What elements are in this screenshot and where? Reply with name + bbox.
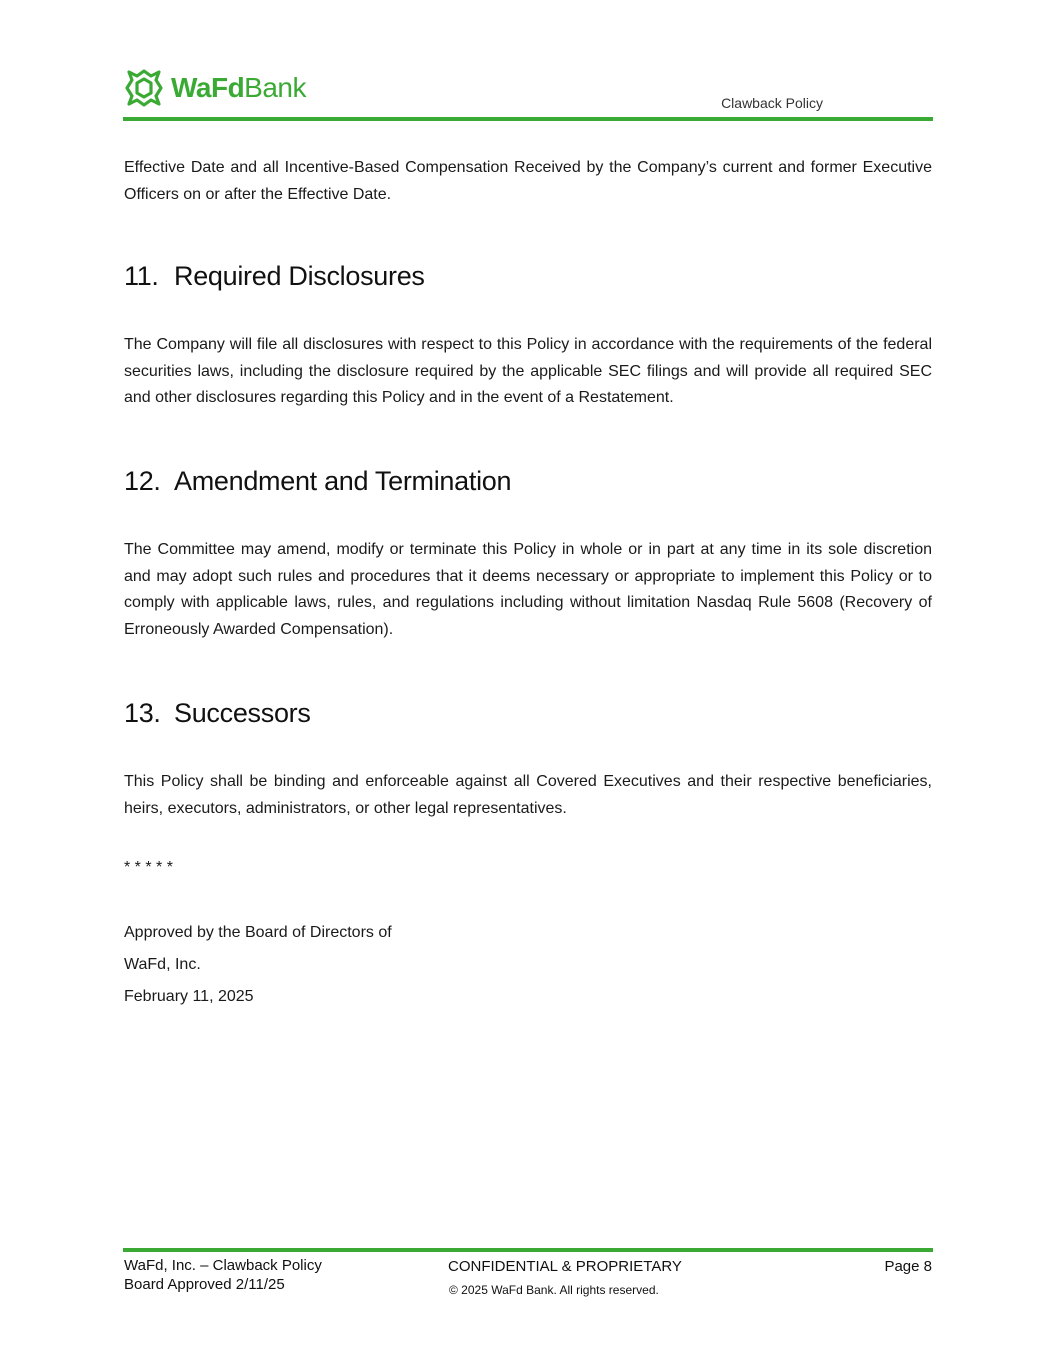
section-12-text: The Committee may amend, modify or terminate this Policy in whole or in part at any time in its sole discretion and may adopt such rules and procedures that it deems necessary or appropriate to implement this Policy or to comply with applicable laws, rules, and regulations including without limitation Nasdaq Rule 5608 (Recovery of Erroneously Awarded Compensation).	[124, 541, 932, 638]
section-number: 12.	[124, 466, 161, 496]
footer-divider	[123, 1248, 933, 1252]
footer-page-number: Page 8	[884, 1258, 932, 1275]
wafd-bank-logo	[123, 66, 306, 110]
section-title: Amendment and Termination	[174, 466, 512, 496]
approval-line-1: Approved by the Board of Directors of	[124, 924, 392, 941]
header-divider	[123, 117, 933, 121]
approval-line-2: WaFd, Inc.	[124, 956, 201, 973]
section-title: Required Disclosures	[174, 261, 425, 291]
section-title: Successors	[174, 698, 311, 728]
footer-policy-name: WaFd, Inc. – Clawback Policy	[124, 1257, 322, 1274]
section-13-text: This Policy shall be binding and enforceable against all Covered Executives and their respective beneficiaries, heirs, executors, administrators, or other legal representatives.	[124, 773, 932, 817]
footer-approval: Board Approved 2/11/25	[124, 1276, 285, 1293]
approval-date: February 11, 2025	[124, 988, 254, 1005]
section-11-text: The Company will file all disclosures with respect to this Policy in accordance with the requirements of the federal securities laws, including the disclosure required by the applicable SEC filings and will provide all required SEC and other disclosures regarding this Policy and in the event of a Restatement.	[124, 336, 932, 406]
header-document-title: Clawback Policy	[721, 95, 823, 111]
section-heading-13	[124, 698, 932, 729]
section-heading-12	[124, 466, 932, 497]
section-number: 13.	[124, 698, 161, 728]
footer-copyright: © 2025 WaFd Bank. All rights reserved.	[449, 1283, 659, 1297]
section-number: 11.	[124, 261, 159, 291]
intro-paragraph: Effective Date and all Incentive-Based Compensation Received by the Company’s current and former Executive Officers on or after the Effective Date.	[124, 159, 932, 203]
wafd-emblem-icon	[123, 67, 165, 109]
asterisk-separator: * * * * *	[124, 859, 173, 876]
logo-bank-text: Bank	[244, 72, 306, 103]
section-heading-11	[124, 261, 932, 292]
logo-wafd-text: WaFd	[171, 72, 245, 103]
footer-confidential: CONFIDENTIAL & PROPRIETARY	[448, 1258, 682, 1275]
